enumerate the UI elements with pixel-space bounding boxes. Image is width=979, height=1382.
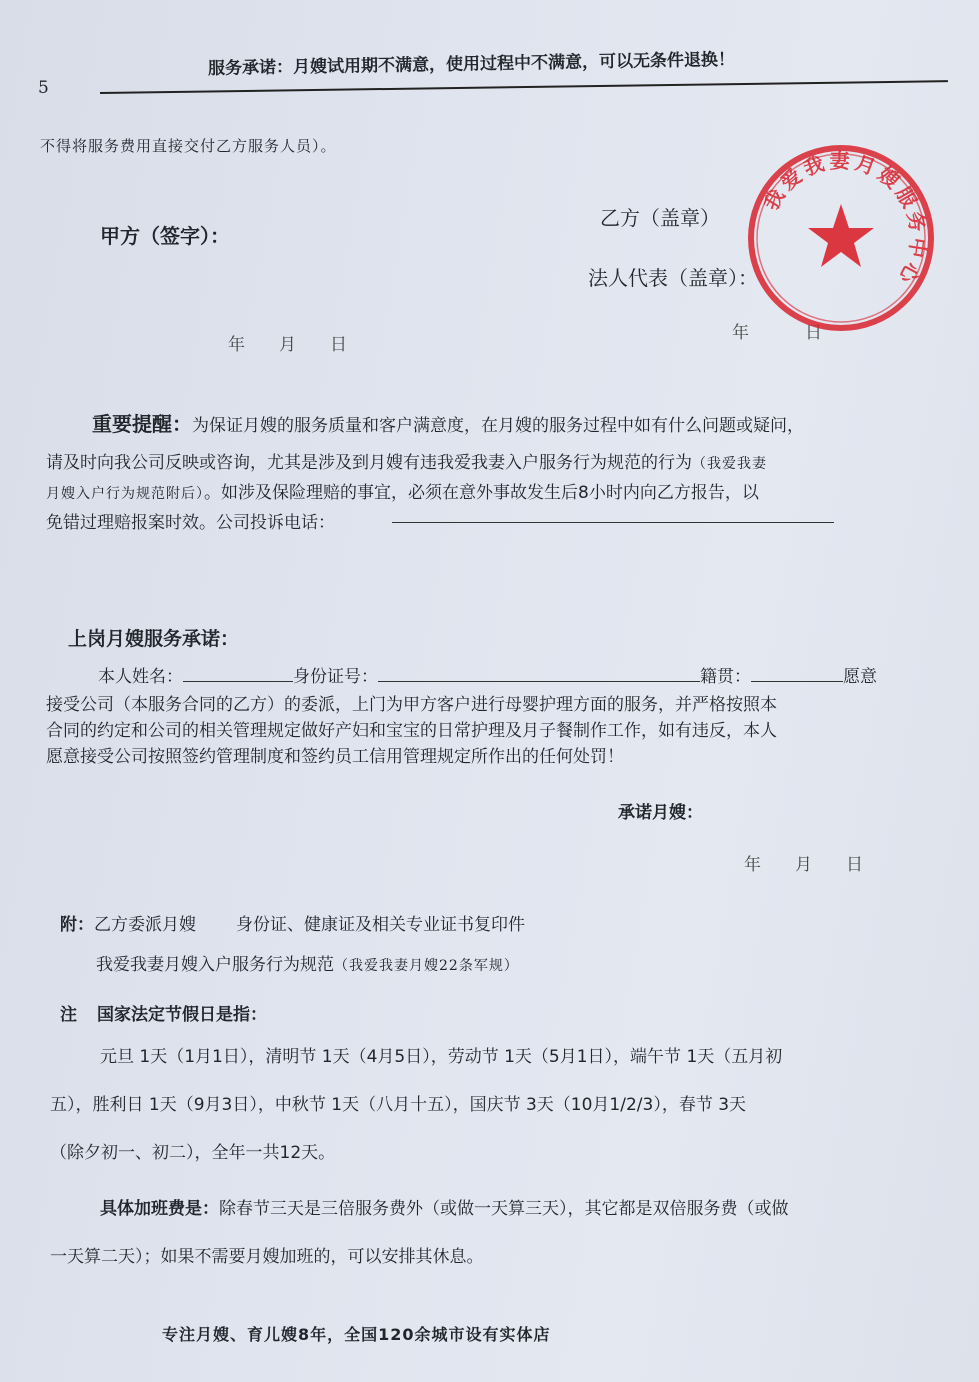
party-b-seal-label: 乙方（盖章）: [600, 206, 720, 230]
holidays-heading: [60, 1000, 267, 1025]
commitment-signer-label: 承诺月嫂：: [618, 803, 703, 823]
party-a-date: 年 月 日: [228, 335, 347, 355]
header-rule: [100, 80, 948, 94]
attachment-item-1b: 身份证、健康证及相关专业证书复印件: [236, 915, 525, 935]
attachments-line-2: [96, 950, 519, 975]
holidays-line-3: （除夕初一、初二），全年一共12天。: [50, 1143, 336, 1163]
reminder-line-1: [92, 408, 804, 437]
attachments-label: 附：: [60, 915, 94, 935]
commitment-line-2: 接受公司（本服务合同的乙方）的委派，上门为甲方客户进行母婴护理方面的服务，并严格按照本: [46, 695, 777, 715]
legal-rep-seal-label: 法人代表（盖章）：: [588, 266, 758, 290]
party-a-signature-label: 甲方（签字）：: [100, 224, 230, 248]
commitment-fields-row: [98, 662, 877, 687]
seal-text: 我爱我妻月嫂服务中心: [758, 148, 931, 291]
overtime-text-1: 除春节三天是三倍服务费外（或做一天算三天），其它都是双倍服务费（或做: [219, 1199, 789, 1219]
reminder-text-3b: 。如涉及保险理赔的事宜，必须在意外事故发生后8小时内向乙方报告，以: [204, 483, 759, 503]
reminder-line-2: [46, 448, 767, 473]
overtime-line-2: 一天算二天）；如果不需要月嫂加班的，可以安排其休息。: [50, 1247, 484, 1267]
overtime-line-1: [100, 1194, 789, 1219]
seal-graphic: [745, 142, 937, 334]
complaint-phone-field[interactable]: [392, 522, 834, 523]
commitment-line-4: 愿意接受公司按照签约管理制度和签约员工信用管理规定所作出的任何处罚！: [46, 747, 624, 767]
overtime-label: 具体加班费是：: [100, 1199, 219, 1219]
origin-field[interactable]: [751, 680, 843, 682]
name-label: 本人姓名：: [98, 667, 183, 687]
header-promise: 服务承诺：月嫂试用期不满意，使用过程中不满意，可以无条件退换！: [207, 49, 736, 79]
holidays-line-2: 五），胜利日 1天（9月3日），中秋节 1天（八月十五），国庆节 3天（10月1/2/3），春节 3天: [50, 1095, 747, 1115]
reminder-text-1: 为保证月嫂的服务质量和客户满意度，在月嫂的服务过程中如有什么问题或疑问，: [192, 416, 804, 436]
attachment-item-2b: （我爱我妻月嫂22条军规）: [334, 958, 519, 974]
willing-text: 愿意: [843, 667, 877, 687]
name-field[interactable]: [183, 680, 293, 682]
reminder-text-2b: （我爱我妻: [692, 456, 767, 472]
commitment-date: 年 月 日: [744, 855, 863, 875]
id-label: 身份证号：: [293, 667, 378, 687]
reminder-text-2a: 请及时向我公司反映或咨询，尤其是涉及到月嫂有违我爱我妻入户服务行为规范的行为: [46, 453, 692, 473]
page-number: 5: [38, 78, 49, 98]
commitment-title: 上岗月嫂服务承诺：: [68, 628, 240, 650]
holidays-line-1: 元旦 1天（1月1日），清明节 1天（4月5日），劳动节 1天（5月1日），端午节 1天（五月初: [100, 1047, 783, 1067]
page-footer: 专注月嫂、育儿嫂8年，全国120余城市设有实体店: [162, 1325, 551, 1344]
origin-label: 籍贯：: [700, 667, 751, 687]
reminder-text-3a: 月嫂入户行为规范附后）: [46, 486, 204, 502]
reminder-line-3: [46, 478, 759, 503]
reminder-line-4: [46, 508, 335, 533]
attachment-item-2a: 我爱我妻月嫂入户服务行为规范: [96, 955, 334, 975]
id-number-field[interactable]: [378, 680, 700, 682]
company-seal: [745, 142, 937, 334]
reminder-label: 重要提醒：: [92, 412, 192, 436]
party-b-date-day: 日: [805, 323, 822, 343]
attachment-item-1a: 乙方委派月嫂: [94, 915, 196, 935]
attachments-line-1: [60, 910, 525, 935]
commitment-line-3: 合同的约定和公司的相关管理规定做好产妇和宝宝的日常护理及月子餐制作工作，如有违反，本人: [46, 721, 777, 741]
intro-line: 不得将服务费用直接交付乙方服务人员）。: [40, 137, 337, 155]
holidays-title: 国家法定节假日是指：: [97, 1005, 267, 1025]
holidays-note-label: 注: [60, 1005, 77, 1025]
party-b-date-year: 年: [732, 323, 749, 343]
reminder-text-4: 免错过理赔报案时效。公司投诉电话：: [46, 513, 335, 533]
seal-star-icon: [808, 204, 874, 267]
